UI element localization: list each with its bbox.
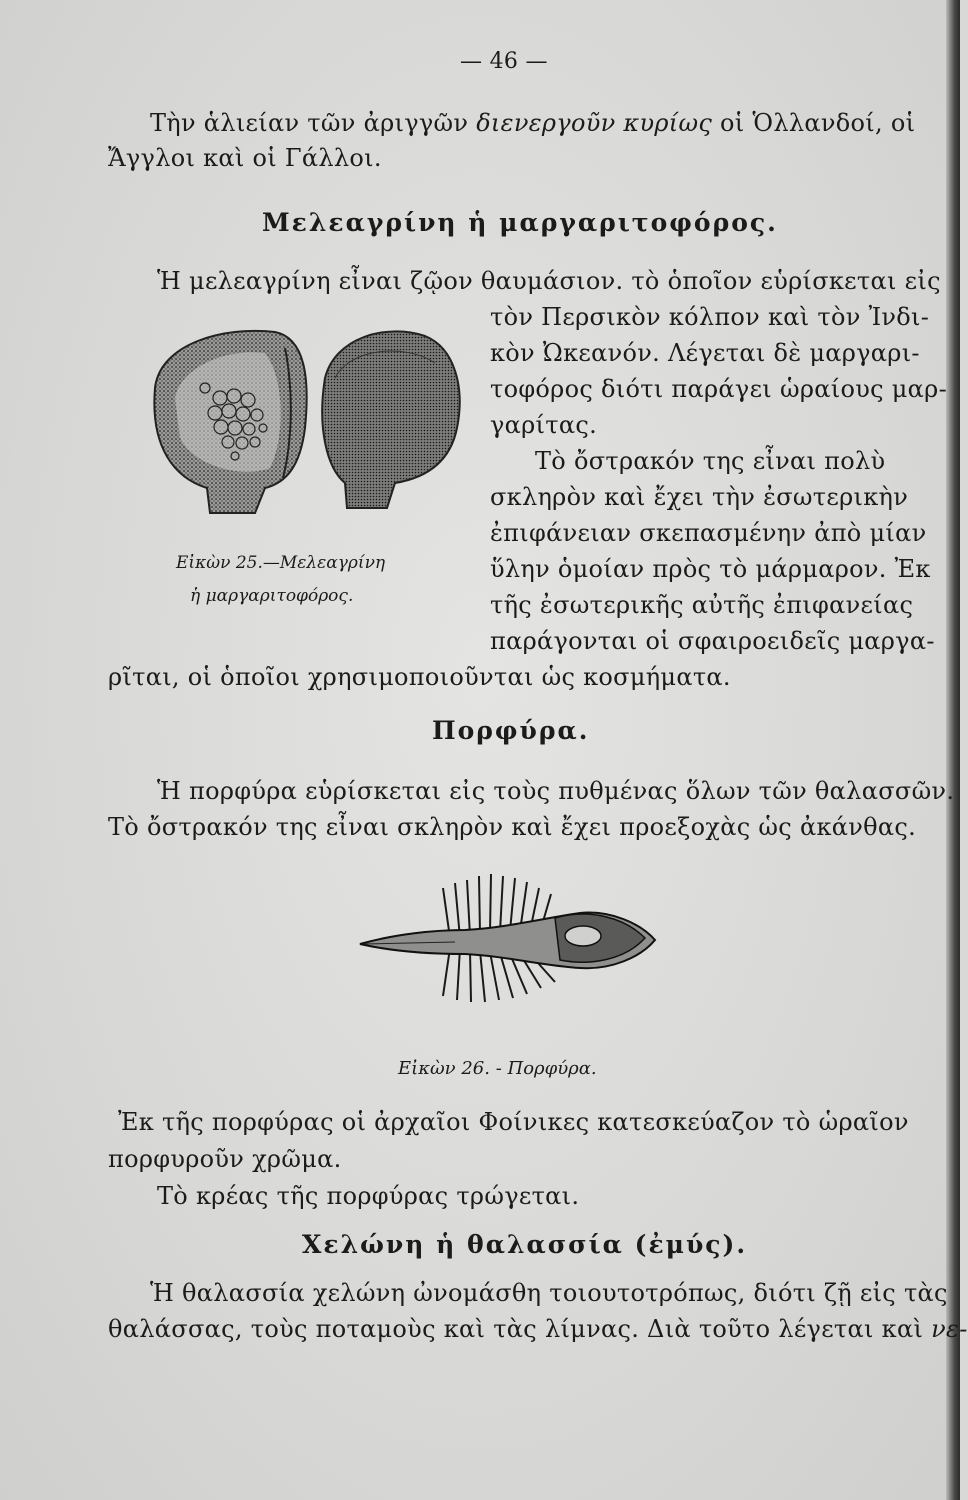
pearl-line-5: γαρίτας. <box>490 411 598 439</box>
heading-pearl-oyster: Μελεαγρίνη ἡ μαργαριτοφόρος. <box>262 208 778 237</box>
pearl-line-7: σκληρὸν καὶ ἔχει τὴν ἐσωτερικὴν <box>490 483 909 511</box>
murex-after-line-3: Τὸ κρέας τῆς πορφύρας τρώγεται. <box>157 1182 580 1210</box>
pearl-line-3: κὸν Ὠκεανόν. Λέγεται δὲ μαργαρι- <box>490 339 920 367</box>
murex-shell-illustration <box>355 868 675 1008</box>
heading-murex: Πορφύρα. <box>432 716 590 745</box>
figure-25-caption-line-1: Εἰκὼν 25.—Μελεαγρίνη <box>176 553 386 573</box>
turtle-line-2-text: θαλάσσας, τοὺς ποταμοὺς καὶ τὰς λίμνας. Διὰ τοῦτο λέγεται καὶ <box>108 1315 924 1343</box>
page-number: — 46 — <box>460 49 548 74</box>
turtle-line-2 <box>108 1314 968 1344</box>
pearl-line-4: τοφόρος διότι παράγει ὡραίους μαρ- <box>490 375 947 403</box>
murex-line-1: Ἡ πορφύρα εὑρίσκεται εἰς τοὺς πυθμένας ὅλων τῶν θαλασσῶν. <box>157 777 955 805</box>
turtle-line-2-hyphenated-word: νε- <box>931 1315 968 1343</box>
murex-line-2: Τὸ ὄστρακόν της εἶναι σκληρὸν καὶ ἔχει προεξοχὰς ὡς ἀκάνθας. <box>108 813 917 841</box>
pearl-line-1: Ἡ μελεαγρίνη εἶναι ζῷον θαυμάσιον. τὸ ὁποῖον εὑρίσκεται εἰς <box>157 267 941 295</box>
intro-line-1-part-a: Τὴν ἁλιείαν τῶν ἀριγγῶν <box>150 109 469 137</box>
pearl-oyster-illustration <box>135 318 475 528</box>
pearl-line-9: ὕλην ὁμοίαν πρὸς τὸ μάρμαρον. Ἐκ <box>490 555 931 583</box>
pearl-line-11: παράγονται οἱ σφαιροειδεῖς μαργα- <box>490 627 935 655</box>
pearl-line-10: τῆς ἐσωτερικῆς αὐτῆς ἐπιφανείας <box>490 591 914 619</box>
heading-sea-turtle: Χελώνη ἡ θαλασσία (ἐμύς). <box>302 1230 748 1259</box>
pearl-line-8: ἐπιφάνειαν σκεπασμένην ἀπὸ μίαν <box>490 519 927 547</box>
page-binding-edge <box>946 0 960 1500</box>
intro-line-1-part-b-italic: διενεργοῦν κυρίως <box>476 109 713 137</box>
intro-line-2: Ἄγγλοι καὶ οἱ Γάλλοι. <box>108 144 382 172</box>
pearl-line-12: ρῖται, οἱ ὁποῖοι χρησιμοποιοῦνται ὡς κοσμήματα. <box>108 663 731 691</box>
figure-25-caption-line-2: ἡ μαργαριτοφόρος. <box>190 586 354 606</box>
intro-line-1-part-c: οἱ Ὁλλανδοί, οἱ <box>720 109 916 137</box>
pearl-line-2: τὸν Περσικὸν κόλπον καὶ τὸν Ἰνδι- <box>490 303 930 331</box>
intro-line-1 <box>150 108 915 138</box>
figure-26-caption: Εἰκὼν 26. - Πορφύρα. <box>398 1058 597 1079</box>
murex-after-line-1: Ἐκ τῆς πορφύρας οἱ ἀρχαῖοι Φοίνικες κατεσκεύαζον τὸ ὡραῖον <box>118 1108 909 1136</box>
turtle-line-1: Ἡ θαλασσία χελώνη ὠνομάσθη τοιουτοτρόπως, διότι ζῇ εἰς τὰς <box>150 1279 948 1307</box>
murex-after-line-2: πορφυροῦν χρῶμα. <box>108 1145 342 1173</box>
pearl-line-6: Τὸ ὄστρακόν της εἶναι πολὺ <box>535 447 886 475</box>
